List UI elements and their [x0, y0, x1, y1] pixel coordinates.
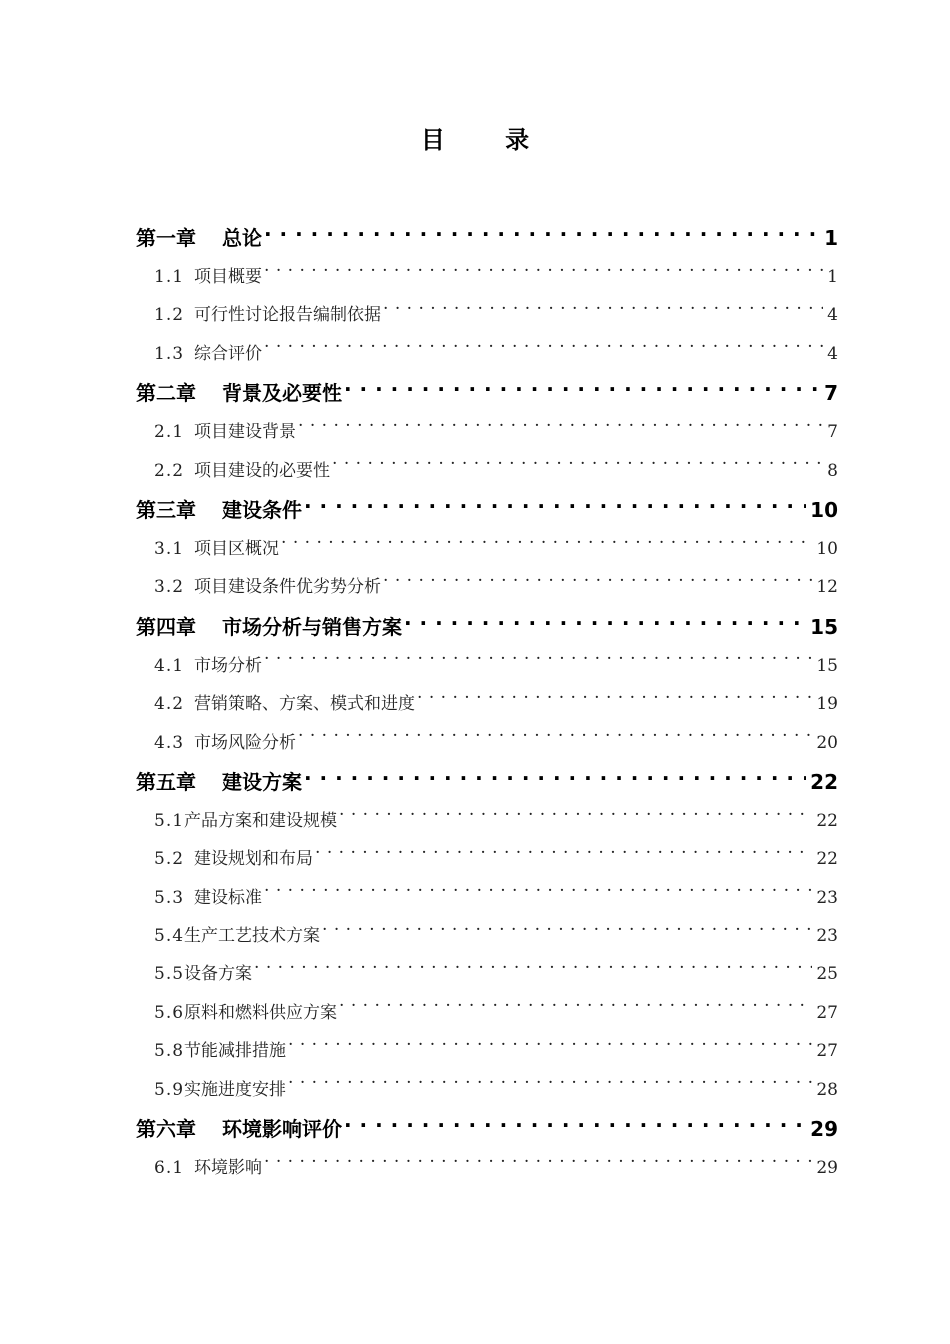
section-number: 3.1	[154, 538, 185, 559]
toc-section-entry[interactable]	[136, 568, 838, 606]
toc-section-entry[interactable]	[136, 955, 838, 993]
section-title: 建设规划和布局	[194, 849, 314, 870]
section-title: 建设标准	[194, 887, 263, 908]
section-number: 3.2	[154, 577, 185, 598]
dot-leader	[264, 886, 812, 903]
section-number: 1.1	[154, 267, 185, 287]
dot-leader	[264, 265, 823, 282]
section-number: 1.3	[154, 343, 185, 364]
section-number: 5.4	[154, 926, 185, 947]
dot-leader	[298, 731, 812, 748]
chapter-title: 背景及必要性	[222, 381, 342, 406]
page-number: 15	[816, 655, 838, 676]
toc-section-entry[interactable]	[136, 994, 838, 1032]
toc-chapter-entry[interactable]	[136, 490, 838, 530]
dot-leader	[264, 225, 820, 245]
section-number: 5.1	[154, 810, 185, 831]
toc-chapter-entry[interactable]	[136, 218, 838, 258]
page-title: 目 录	[420, 126, 556, 154]
page-number: 20	[816, 732, 838, 753]
dot-leader	[322, 924, 812, 941]
page-number: 22	[816, 849, 838, 870]
dot-leader	[281, 537, 812, 554]
page-number: 29	[810, 1117, 838, 1142]
section-number: 5.5	[154, 964, 185, 985]
page-number: 22	[816, 810, 838, 831]
dot-leader	[304, 769, 806, 789]
dot-leader	[304, 497, 806, 517]
toc-section-entry[interactable]	[136, 1071, 838, 1109]
table-of-contents	[136, 218, 838, 1187]
chapter-title: 总论	[222, 226, 262, 250]
toc-section-entry[interactable]	[136, 840, 838, 878]
toc-section-entry[interactable]	[136, 802, 838, 840]
page-number: 4	[827, 305, 838, 326]
section-title: 项目建设背景	[194, 422, 297, 443]
dot-leader	[339, 1001, 812, 1018]
toc-section-entry[interactable]	[136, 1149, 838, 1187]
section-title: 市场分析	[194, 655, 263, 676]
section-number: 5.3	[154, 887, 185, 908]
section-number: 2.2	[154, 460, 185, 481]
chapter-title: 环境影响评价	[222, 1117, 342, 1142]
section-number: 5.6	[154, 1002, 185, 1023]
page-number: 4	[827, 343, 838, 364]
chapter-number: 第三章	[136, 497, 196, 522]
section-title: 设备方案	[184, 964, 253, 985]
section-number: 5.9	[154, 1079, 185, 1100]
section-title: 节能减排措施	[184, 1041, 287, 1062]
toc-section-entry[interactable]	[136, 685, 838, 723]
dot-leader	[404, 614, 806, 634]
chapter-number: 第四章	[136, 614, 196, 639]
section-number: 1.2	[154, 305, 185, 326]
section-title: 可行性讨论报告编制依据	[194, 305, 382, 326]
section-title: 项目概要	[194, 267, 263, 287]
page-number: 27	[816, 1041, 838, 1062]
toc-chapter-entry[interactable]	[136, 373, 838, 413]
toc-section-entry[interactable]	[136, 258, 838, 296]
dot-leader	[254, 962, 812, 979]
dot-leader	[264, 654, 812, 671]
page-number: 10	[810, 497, 838, 522]
dot-leader	[288, 1078, 812, 1095]
page-number: 1	[824, 226, 838, 250]
section-title: 产品方案和建设规模	[184, 810, 338, 831]
chapter-title: 建设条件	[222, 497, 302, 522]
page-number: 28	[816, 1079, 838, 1100]
chapter-number: 第五章	[136, 769, 196, 794]
toc-section-entry[interactable]	[136, 530, 838, 568]
page-number: 27	[816, 1002, 838, 1023]
toc-section-entry[interactable]	[136, 413, 838, 451]
section-title: 项目建设条件优劣势分析	[194, 577, 382, 598]
page-number: 10	[816, 538, 838, 559]
toc-section-entry[interactable]	[136, 452, 838, 490]
toc-section-entry[interactable]	[136, 1032, 838, 1070]
dot-leader	[417, 692, 812, 709]
page-number: 23	[816, 926, 838, 947]
section-title: 生产工艺技术方案	[184, 926, 321, 947]
toc-section-entry[interactable]	[136, 879, 838, 917]
dot-leader	[344, 380, 820, 400]
dot-leader	[298, 420, 823, 437]
section-title: 营销策略、方案、模式和进度	[194, 694, 416, 715]
page-number: 12	[816, 577, 838, 598]
section-number: 5.2	[154, 849, 185, 870]
section-title: 原料和燃料供应方案	[184, 1002, 338, 1023]
toc-section-entry[interactable]	[136, 647, 838, 685]
dot-leader	[332, 459, 823, 476]
page-number: 23	[816, 887, 838, 908]
section-title: 实施进度安排	[184, 1079, 287, 1100]
dot-leader	[315, 847, 812, 864]
toc-section-entry[interactable]	[136, 917, 838, 955]
chapter-number: 第六章	[136, 1117, 196, 1142]
dot-leader	[383, 303, 823, 320]
chapter-number: 第一章	[136, 226, 196, 250]
section-title: 环境影响	[194, 1158, 263, 1179]
section-number: 4.3	[154, 732, 185, 753]
page-number: 7	[827, 422, 838, 443]
toc-chapter-entry[interactable]	[136, 762, 838, 802]
chapter-number: 第二章	[136, 381, 196, 406]
dot-leader	[288, 1039, 812, 1056]
page-number: 15	[810, 614, 838, 639]
chapter-title: 市场分析与销售方案	[222, 614, 402, 639]
page-number: 7	[824, 381, 838, 406]
toc-chapter-entry[interactable]	[136, 1109, 838, 1149]
section-title: 项目区概况	[194, 538, 280, 559]
toc-section-entry[interactable]	[136, 296, 838, 334]
section-number: 4.1	[154, 655, 185, 676]
dot-leader	[264, 1156, 812, 1173]
section-title: 市场风险分析	[194, 732, 297, 753]
toc-section-entry[interactable]	[136, 335, 838, 373]
section-title: 项目建设的必要性	[194, 460, 331, 481]
chapter-title: 建设方案	[222, 769, 302, 794]
page-number: 1	[827, 267, 838, 287]
section-number: 2.1	[154, 422, 185, 443]
section-title: 综合评价	[194, 343, 263, 364]
page-number: 25	[816, 964, 838, 985]
dot-leader	[339, 809, 812, 826]
page-number: 8	[827, 460, 838, 481]
page-number: 22	[810, 769, 838, 794]
section-number: 6.1	[154, 1158, 185, 1179]
page-number: 29	[816, 1158, 838, 1179]
toc-section-entry[interactable]	[136, 724, 838, 762]
section-number: 4.2	[154, 694, 185, 715]
dot-leader	[383, 575, 812, 592]
dot-leader	[344, 1116, 806, 1136]
toc-chapter-entry[interactable]	[136, 607, 838, 647]
dot-leader	[264, 342, 823, 359]
page-number: 19	[816, 694, 838, 715]
section-number: 5.8	[154, 1041, 185, 1062]
